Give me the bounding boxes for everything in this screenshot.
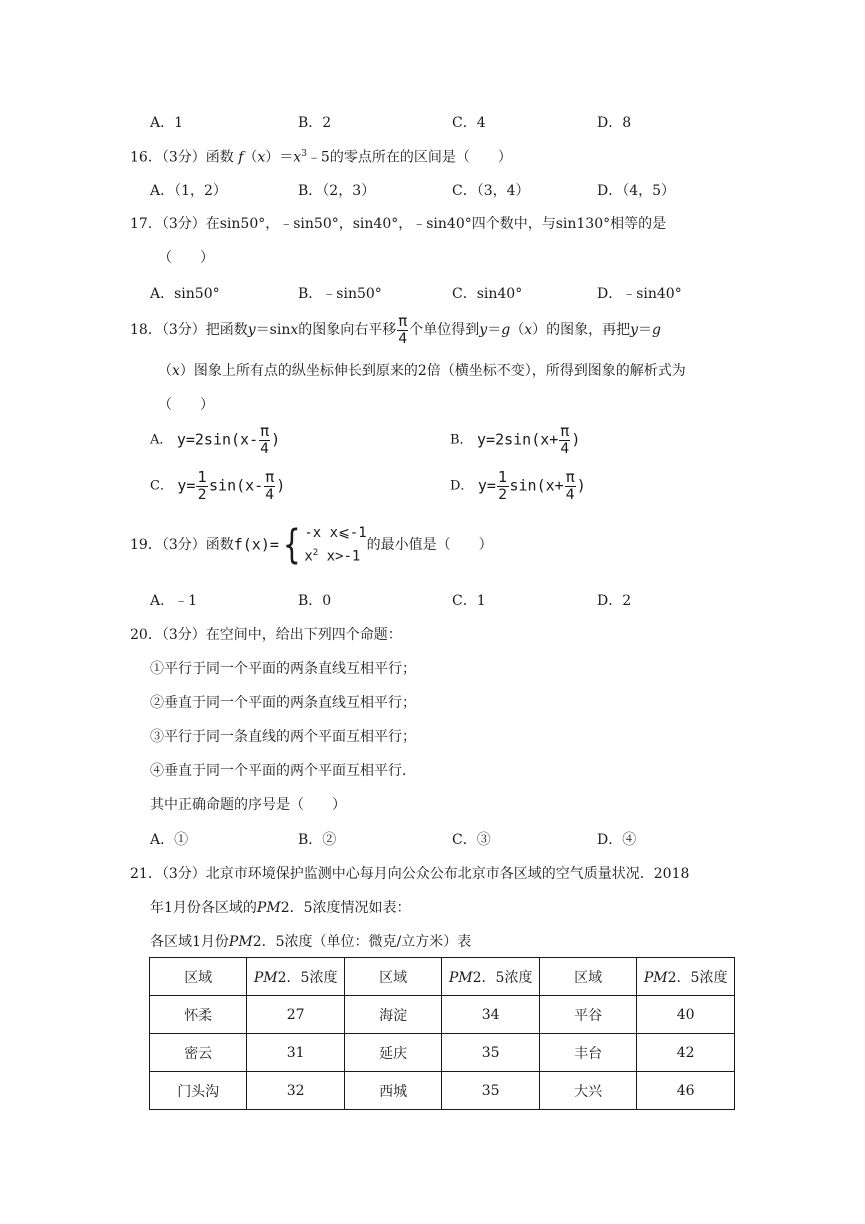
q15-option-b[interactable]: B．2: [298, 115, 332, 131]
q16-option-d[interactable]: D．（4，5）: [597, 183, 676, 199]
q15-option-d[interactable]: D．8: [597, 115, 632, 131]
q16-option-b[interactable]: B．（2，3）: [298, 183, 376, 199]
q18-option-d[interactable]: D． y= $\frac{1}{2}$ sin(x+ $\frac{\pi}{4}$ ): [450, 468, 586, 503]
table-cell: 丰台: [539, 1034, 636, 1072]
q16-options: [150, 184, 750, 204]
q20-prop-4: ④垂直于同一个平面的两个平面互相平行．: [150, 763, 416, 779]
table-cell: 怀柔: [150, 996, 247, 1034]
q19-brace: {: [282, 521, 301, 568]
q18-stem-line2: （x）图象上所有点的纵坐标伸长到原来的2倍（横坐标不变），所得到图象的解析式为: [158, 363, 686, 379]
q19-function-name: f(x)=: [233, 535, 279, 554]
q17-stem: 17．（3分）在sin50°，﹣sin50°，sin40°，﹣sin40°四个数中，与sin130°相等的是: [130, 216, 667, 232]
table-cell: 延庆: [344, 1034, 441, 1072]
q17-option-b[interactable]: B．﹣sin50°: [298, 286, 382, 302]
q21-stem: 21．（3分）北京市环境保护监测中心每月向公众公布北京市各区域的空气质量状况．2018: [130, 866, 690, 882]
table-cell: 34: [442, 996, 540, 1034]
header-cell: 区域: [344, 958, 441, 996]
q19-option-b[interactable]: B．0: [298, 593, 332, 609]
q20-option-b[interactable]: B．②: [298, 832, 337, 848]
q18-option-b[interactable]: B． y=2sin(x+ $\frac{\pi}{4}$ ): [450, 422, 581, 457]
table-cell: 大兴: [539, 1072, 636, 1110]
q20-option-a[interactable]: A．①: [150, 832, 189, 848]
header-cell: PM2．5浓度: [247, 958, 345, 996]
q18-option-c[interactable]: C． y= $\frac{1}{2}$ sin(x- $\frac{\pi}{4}$ ): [150, 468, 286, 503]
table-cell: 42: [637, 1034, 735, 1072]
q20-prop-1: ①平行于同一个平面的两条直线互相平行；: [150, 661, 416, 677]
table-cell: 35: [442, 1034, 540, 1072]
q19-cases: -x x⩽-1 $x^2$ x>-1: [304, 525, 367, 565]
q15-option-a[interactable]: A．1: [150, 115, 184, 131]
q20-stem: 20．（3分）在空间中，给出下列四个命题：: [130, 627, 402, 643]
q19-option-a[interactable]: A．﹣1: [150, 593, 198, 609]
q16-stem: 16．（3分）函数 $f(x)=x^3﹣5$的零点所在的区间是（ ）: [130, 149, 512, 166]
q20-prop-3: ③平行于同一条直线的两个平面互相平行；: [150, 729, 416, 745]
table-cell: 平谷: [539, 996, 636, 1034]
q17-option-d[interactable]: D．﹣sin40°: [597, 286, 682, 302]
table-cell: 西城: [344, 1072, 441, 1110]
header-cell: PM2．5浓度: [442, 958, 540, 996]
q18-paren: （ ）: [158, 397, 214, 413]
q18-pi-over-4: $\frac{\pi}{4}$: [398, 312, 408, 347]
q20-options: [150, 833, 750, 853]
table-cell: 海淀: [344, 996, 441, 1034]
q18-option-a[interactable]: A． y=2sin(x- $\frac{\pi}{4}$ ): [150, 422, 281, 457]
table-row: [150, 1034, 735, 1072]
header-cell: 区域: [150, 958, 247, 996]
q17-option-c[interactable]: C．sin40°: [452, 286, 523, 302]
q19-option-c[interactable]: C．1: [452, 593, 486, 609]
q17-paren: （ ）: [158, 250, 214, 266]
pm25-table: [149, 957, 735, 1110]
q19-stem: 19．（3分）函数f(x)={ -x x⩽-1 $x^2$ x>-1 的最小值是（ ）: [130, 521, 493, 568]
table-header-row: [150, 958, 735, 996]
q17-options: [150, 287, 750, 307]
table-cell: 32: [247, 1072, 345, 1110]
q16-option-a[interactable]: A．（1，2）: [150, 183, 227, 199]
table-cell: 密云: [150, 1034, 247, 1072]
q20-prop-2: ②垂直于同一个平面的两条直线互相平行；: [150, 695, 416, 711]
header-cell: 区域: [539, 958, 636, 996]
header-cell: PM2．5浓度: [637, 958, 735, 996]
q16-option-c[interactable]: C．（3，4）: [452, 183, 530, 199]
q20-option-d[interactable]: D．④: [597, 832, 637, 848]
q21-stem-line2: 年1月份各区域的PM2．5浓度情况如表：: [150, 900, 411, 916]
table-row: [150, 1072, 735, 1110]
table-cell: 27: [247, 996, 345, 1034]
table-cell: 31: [247, 1034, 345, 1072]
q15-option-c[interactable]: C．4: [452, 115, 486, 131]
table-cell: 46: [637, 1072, 735, 1110]
q18-stem: 18．（3分）把函数y＝sinx的图象向右平移 $\frac{\pi}{4}$ 个单位得到y＝g（x）的图象，再把y＝g: [130, 312, 661, 347]
table-cell: 门头沟: [150, 1072, 247, 1110]
q19-option-d[interactable]: D．2: [597, 593, 632, 609]
q19-options: [150, 594, 750, 614]
table-caption: 各区域1月份PM2．5浓度（单位：微克/立方米）表: [150, 934, 472, 950]
q20-question: 其中正确命题的序号是（ ）: [150, 797, 346, 813]
q15-options: [150, 116, 750, 136]
q17-option-a[interactable]: A．sin50°: [150, 286, 220, 302]
q20-option-c[interactable]: C．③: [452, 832, 491, 848]
table-cell: 35: [442, 1072, 540, 1110]
table-row: [150, 996, 735, 1034]
table-cell: 40: [637, 996, 735, 1034]
